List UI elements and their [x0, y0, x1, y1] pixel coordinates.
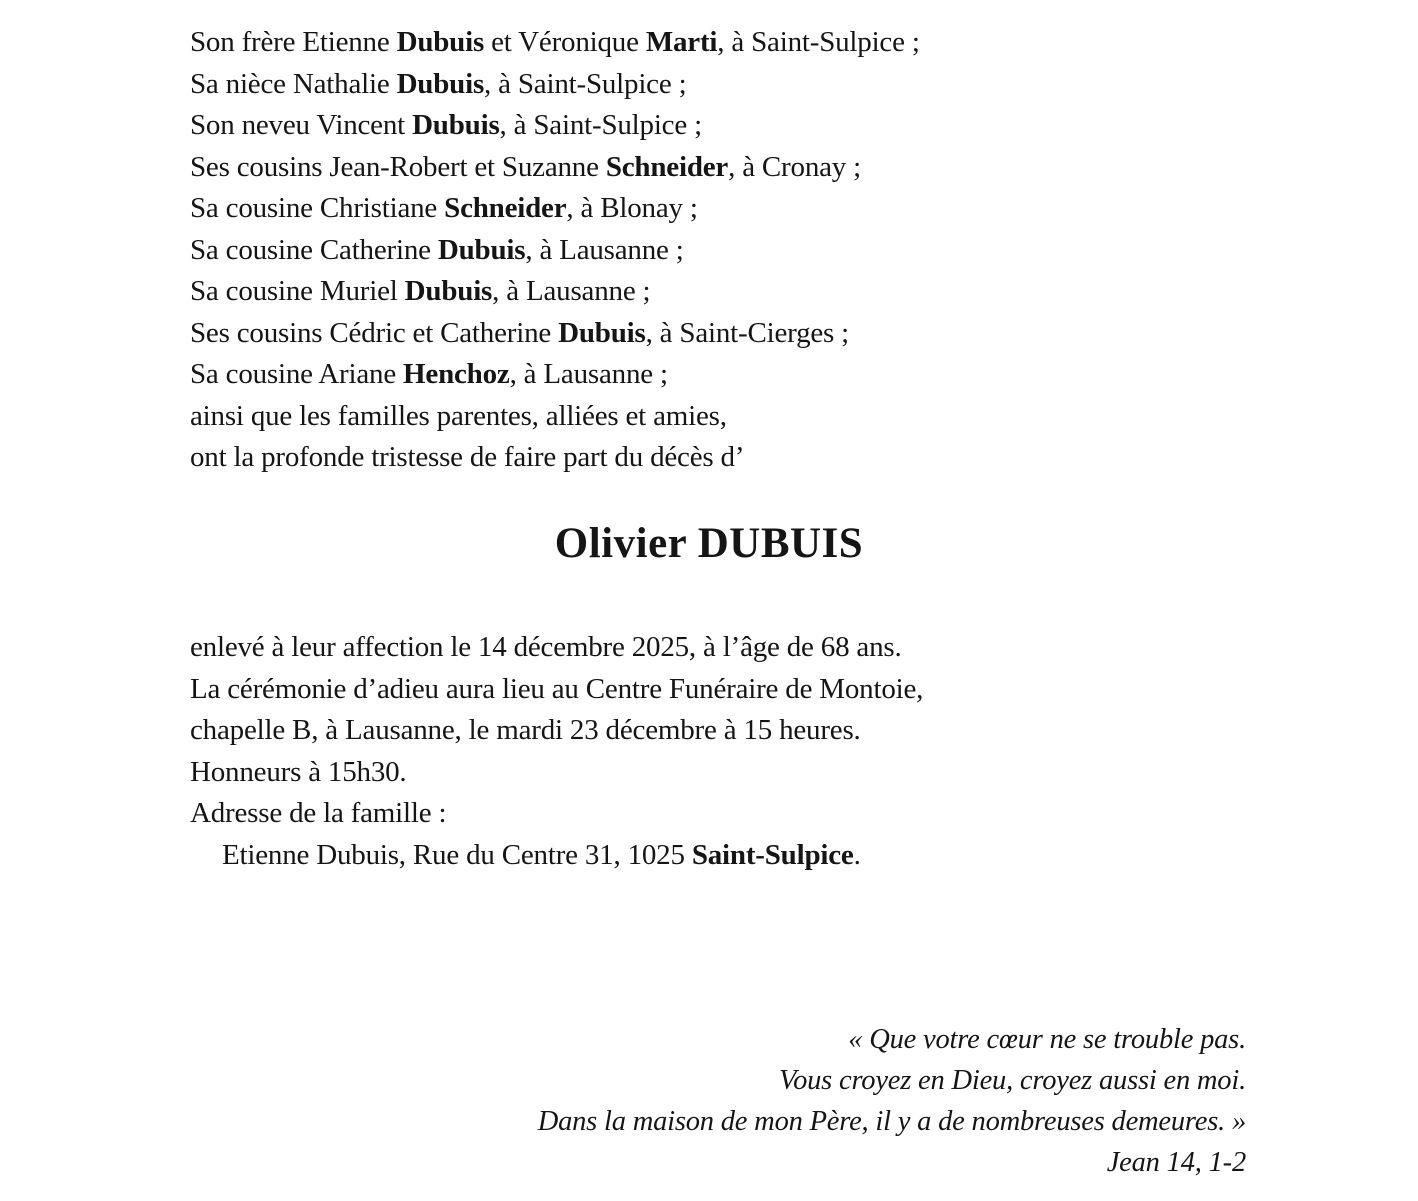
text-line: Etienne Dubuis, Rue du Centre 31, 1025 Saint-Sulpice. — [222, 838, 861, 871]
text-line: Sa cousine Muriel Dubuis, à Lausanne ; — [190, 275, 651, 307]
text-line: Son neveu Vincent Dubuis, à Saint-Sulpice ; — [190, 109, 702, 141]
text-line: Adresse de la famille : — [190, 797, 447, 829]
family-relatives-paragraph — [190, 22, 920, 479]
ceremony-details-paragraph — [190, 627, 923, 876]
text-line: Sa nièce Nathalie Dubuis, à Saint-Sulpice ; — [190, 67, 687, 100]
text-line: Sa cousine Christiane Schneider, à Blonay ; — [190, 192, 698, 224]
text-line: Dans la maison de mon Père, il y a de nombreuses demeures. » — [537, 1106, 1246, 1137]
text-line: ont la profonde tristesse de faire part du décès d’ — [190, 441, 745, 473]
text-line: La cérémonie d’adieu aura lieu au Centre Funéraire de Montoie, — [190, 672, 924, 705]
text-line: ainsi que les familles parentes, alliées et amies, — [190, 399, 727, 432]
text-line: Vous croyez en Dieu, croyez aussi en moi. — [779, 1065, 1246, 1096]
text-line: chapelle B, à Lausanne, le mardi 23 décembre à 15 heures. — [190, 714, 861, 746]
text-line: Honneurs à 15h30. — [190, 755, 407, 788]
text-line: Sa cousine Ariane Henchoz, à Lausanne ; — [190, 358, 668, 390]
text-line: enlevé à leur affection le 14 décembre 2025, à l’âge de 68 ans. — [190, 631, 902, 663]
text-line: Ses cousins Jean-Robert et Suzanne Schneider, à Cronay ; — [190, 150, 861, 183]
text-line: Ses cousins Cédric et Catherine Dubuis, à Saint-Cierges ; — [190, 316, 850, 349]
bible-quote-lines — [538, 1019, 1246, 1142]
text-line: « Que votre cœur ne se trouble pas. — [848, 1024, 1246, 1055]
deceased-name: Olivier DUBUIS — [554, 520, 864, 567]
text-line: Son frère Etienne Dubuis et Véronique Marti, à Saint-Sulpice ; — [190, 26, 920, 58]
bible-quote — [538, 1019, 1246, 1183]
bible-quote-reference: Jean 14, 1-2 — [1106, 1147, 1246, 1178]
text-line: Sa cousine Catherine Dubuis, à Lausanne ; — [190, 233, 684, 266]
